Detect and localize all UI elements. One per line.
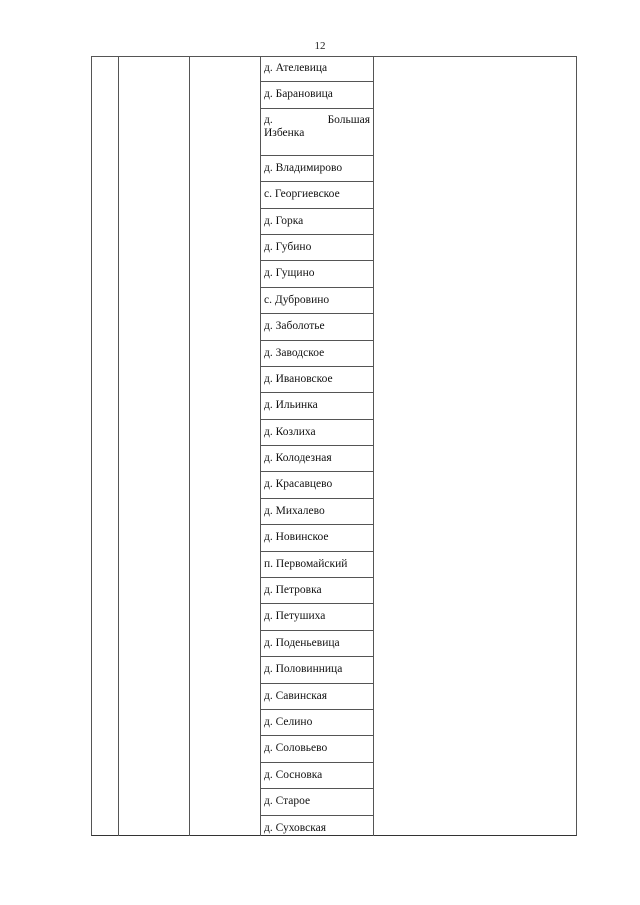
column-divider-1 (118, 56, 119, 836)
village-row: д. Заболотье (261, 314, 373, 340)
village-row: с. Георгиевское (261, 182, 373, 208)
village-line-1 (264, 114, 370, 127)
village-row: д. Савинская (261, 684, 373, 710)
village-row: д. Соловьево (261, 736, 373, 762)
village-row: д. Старое (261, 789, 373, 815)
column-divider-2 (189, 56, 190, 836)
page-number: 12 (314, 40, 326, 52)
village-row: д. Губино (261, 235, 373, 261)
village-row: д. Ильинка (261, 393, 373, 419)
village-row: д. Михалево (261, 499, 373, 525)
village-row: д. Владимирово (261, 156, 373, 182)
village-row: д. Красавцево (261, 472, 373, 498)
village-row: д. Поденьевица (261, 631, 373, 657)
village-row-split (261, 109, 373, 156)
village-row: д. Петровка (261, 578, 373, 604)
village-row: д. Барановица (261, 82, 373, 108)
village-row: д. Половинница (261, 657, 373, 683)
village-row: д. Гущино (261, 261, 373, 287)
village-list (260, 56, 374, 836)
village-row: д. Селино (261, 710, 373, 736)
village-row: д. Суховская (264, 821, 327, 834)
village-row: д. Сосновка (261, 763, 373, 789)
village-row: д. Колодезная (261, 446, 373, 472)
village-row: д. Козлиха (261, 420, 373, 446)
village-row: д. Ателевица (261, 56, 373, 82)
village-row: д. Петушиха (261, 604, 373, 630)
village-row: д. Заводское (261, 341, 373, 367)
village-prefix: д. (264, 113, 273, 126)
village-row: д. Горка (261, 209, 373, 235)
village-row: с. Дубровино (261, 288, 373, 314)
village-row: д. Новинское (261, 525, 373, 551)
village-word: Большая (327, 113, 370, 126)
village-row: п. Первомайский (261, 552, 373, 578)
village-word-2: Избенка (264, 126, 305, 139)
village-row: д. Ивановское (261, 367, 373, 393)
